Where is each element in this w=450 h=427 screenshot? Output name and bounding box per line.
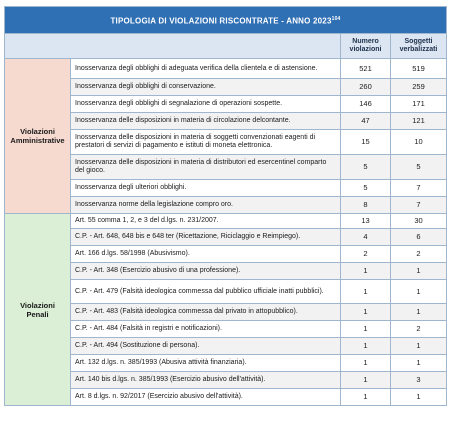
violation-description: Art. 140 bis d.lgs. n. 385/1993 (Esercizio abusivo dell'attività).: [71, 372, 341, 389]
soggetti-verbalizzati-cell: 1: [391, 389, 447, 406]
violation-description: Inosservanza delle disposizioni in materia di distributori ed esercentinel comparto del gioco.: [71, 155, 341, 180]
violation-description: C.P. - Art. 479 (Falsità ideologica commessa dal pubblico ufficiale inatti pubblici).: [71, 280, 341, 304]
table-row: [5, 263, 447, 280]
numero-violazioni-cell: 15: [341, 130, 391, 155]
violation-description: Art. 55 comma 1, 2, e 3 del d.lgs. n. 231/2007.: [71, 214, 341, 229]
soggetti-verbalizzati-cell: 1: [391, 338, 447, 355]
table-title: [5, 7, 447, 34]
violation-description: Art. 8 d.lgs. n. 92/2017 (Esercizio abusivo dell'attività).: [71, 389, 341, 406]
table-row: [5, 214, 447, 229]
violation-description: Inosservanza degli obblighi di segnalazione di operazioni sospette.: [71, 96, 341, 113]
violation-description: Inosservanza degli obblighi di conservazione.: [71, 79, 341, 96]
soggetti-verbalizzati-cell: 6: [391, 229, 447, 246]
table-row: [5, 229, 447, 246]
table-row: [5, 355, 447, 372]
soggetti-verbalizzati-cell: 1: [391, 355, 447, 372]
soggetti-verbalizzati-cell: 7: [391, 197, 447, 214]
table-row: [5, 372, 447, 389]
table-row: [5, 197, 447, 214]
numero-violazioni-cell: 13: [341, 214, 391, 229]
table-row: [5, 304, 447, 321]
table-row: [5, 113, 447, 130]
soggetti-verbalizzati-cell: 1: [391, 263, 447, 280]
violation-description: Inosservanza norme della legislazione compro oro.: [71, 197, 341, 214]
soggetti-verbalizzati-cell: 1: [391, 280, 447, 304]
violation-description: C.P. - Art. 494 (Sostituzione di persona).: [71, 338, 341, 355]
violation-description: Inosservanza degli ulteriori obblighi.: [71, 180, 341, 197]
table-row: [5, 389, 447, 406]
numero-violazioni-cell: 5: [341, 180, 391, 197]
violation-description: Inosservanza delle disposizioni in materia di circolazione delcontante.: [71, 113, 341, 130]
soggetti-verbalizzati-cell: 30: [391, 214, 447, 229]
soggetti-verbalizzati-cell: 121: [391, 113, 447, 130]
soggetti-verbalizzati-cell: 10: [391, 130, 447, 155]
numero-violazioni-cell: 1: [341, 355, 391, 372]
violation-description: C.P. - Art. 484 (Falsità in registri e notificazioni).: [71, 321, 341, 338]
numero-violazioni-cell: 146: [341, 96, 391, 113]
table-row: [5, 155, 447, 180]
violation-description: Inosservanza delle disposizioni in materia di soggetti convenzionati eagenti di prestatori di servizi di pagamento e istituti di moneta elettronica.: [71, 130, 341, 155]
numero-violazioni-cell: 1: [341, 263, 391, 280]
table-row: [5, 130, 447, 155]
numero-violazioni-cell: 521: [341, 59, 391, 79]
header-soggetti-verbalizzati: Soggetti verbalizzati: [391, 34, 447, 59]
title-footnote: 104: [331, 15, 341, 22]
numero-violazioni-cell: 260: [341, 79, 391, 96]
violations-table-container: [4, 6, 446, 406]
category-penali: Violazioni Penali: [5, 214, 71, 406]
violation-description: C.P. - Art. 348 (Esercizio abusivo di una professione).: [71, 263, 341, 280]
numero-violazioni-cell: 1: [341, 321, 391, 338]
violation-description: C.P. - Art. 483 (Falsità ideologica commessa dal privato in attopubblico).: [71, 304, 341, 321]
table-row: [5, 280, 447, 304]
numero-violazioni-cell: 1: [341, 389, 391, 406]
numero-violazioni-cell: 5: [341, 155, 391, 180]
violations-table: [4, 6, 447, 406]
numero-violazioni-cell: 1: [341, 338, 391, 355]
soggetti-verbalizzati-cell: 2: [391, 246, 447, 263]
table-row: [5, 180, 447, 197]
soggetti-verbalizzati-cell: 5: [391, 155, 447, 180]
soggetti-verbalizzati-cell: 259: [391, 79, 447, 96]
header-row: [5, 34, 447, 59]
numero-violazioni-cell: 1: [341, 280, 391, 304]
table-body: [5, 59, 447, 406]
soggetti-verbalizzati-cell: 171: [391, 96, 447, 113]
table-row: [5, 79, 447, 96]
soggetti-verbalizzati-cell: 1: [391, 304, 447, 321]
numero-violazioni-cell: 8: [341, 197, 391, 214]
table-row: [5, 59, 447, 79]
table-row: [5, 96, 447, 113]
soggetti-verbalizzati-cell: 519: [391, 59, 447, 79]
numero-violazioni-cell: 4: [341, 229, 391, 246]
numero-violazioni-cell: 1: [341, 304, 391, 321]
header-blank: [5, 34, 341, 59]
header-numero-violazioni: Numero violazioni: [341, 34, 391, 59]
table-row: [5, 338, 447, 355]
soggetti-verbalizzati-cell: 3: [391, 372, 447, 389]
numero-violazioni-cell: 1: [341, 372, 391, 389]
table-title-text: TIPOLOGIA DI VIOLAZIONI RISCONTRATE - ANNO 2023: [110, 16, 332, 26]
table-row: [5, 246, 447, 263]
table-row: [5, 321, 447, 338]
numero-violazioni-cell: 2: [341, 246, 391, 263]
numero-violazioni-cell: 47: [341, 113, 391, 130]
category-amministrative: Violazioni Amministrative: [5, 59, 71, 214]
violation-description: C.P. - Art. 648, 648 bis e 648 ter (Ricettazione, Riciclaggio e Reimpiego).: [71, 229, 341, 246]
soggetti-verbalizzati-cell: 2: [391, 321, 447, 338]
violation-description: Art. 166 d.lgs. 58/1998 (Abusivismo).: [71, 246, 341, 263]
violation-description: Art. 132 d.lgs. n. 385/1993 (Abusiva attività finanziaria).: [71, 355, 341, 372]
soggetti-verbalizzati-cell: 7: [391, 180, 447, 197]
violation-description: Inosservanza degli obblighi di adeguata verifica della clientela e di astensione.: [71, 59, 341, 79]
